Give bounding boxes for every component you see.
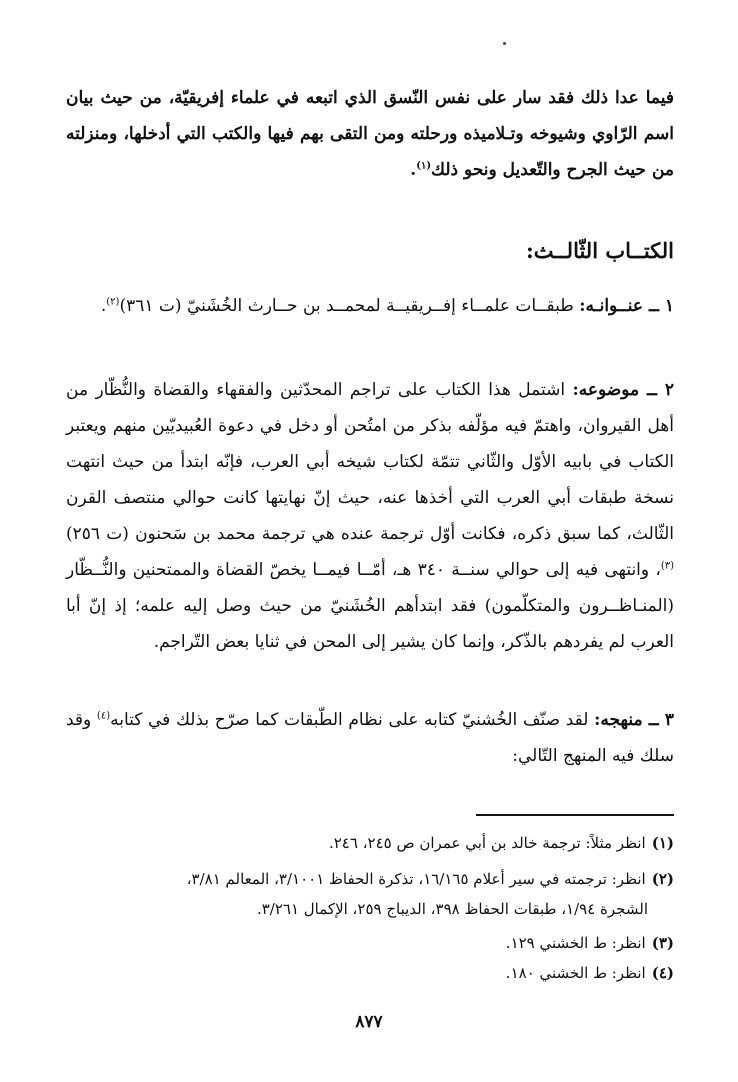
footnote-text: انظر: ترجمته في سير أعلام ١٦/١٦٥، تذكرة الحفاظ ٣/١٠٠١، المعالم ٣/٨١، bbox=[186, 870, 646, 888]
footnote-number: (١) bbox=[651, 834, 674, 852]
section-heading: الكتــاب الثّالــث: bbox=[526, 238, 674, 263]
footnote-ref-3: (٣) bbox=[660, 560, 674, 572]
item-subject-paragraph bbox=[66, 372, 674, 660]
ink-speck bbox=[503, 42, 506, 45]
intro-end: . bbox=[410, 160, 417, 180]
footnote-text: انظر: ط الخشني ١٢٩. bbox=[505, 934, 646, 952]
footnote-ref-4: (٤) bbox=[96, 710, 111, 722]
footnote-ref-2: (٢) bbox=[106, 296, 120, 308]
footnote-text: انظر: ط الخشني ١٨٠. bbox=[505, 964, 646, 982]
page-number: ٨٧٧ bbox=[355, 1012, 383, 1032]
footnote-2 bbox=[66, 864, 674, 924]
item1-label: ١ ــ عنــوانـه: bbox=[579, 296, 674, 316]
footnote-number: (٢) bbox=[651, 870, 674, 888]
item2-text-a: اشتمل هذا الكتاب على تراجم المحدّثين والفقهاء والقضاة والنُّظّار من أهل القيروان، واهتمّ فيه مؤلّفه بذكر من امتُحن أو دخل في دعوة العُبيديّين منهم ويعتبر الكتاب في بابيه الأوّل والثّاني تتمّة لكتاب شيخه أبي العرب، فإنّه ابتدأ من حيث انتهت نسخة طبقات أبي العرب التي أخذها عنه، حيث إنّ نهايتها كانت حوالي منتصف القرن الثّالث، كما سبق ذكره، فكانت أوّل ترجمة عنده هي ترجمة محمد بن سَحنون (ت ٢٥٦) bbox=[66, 380, 674, 544]
item3-text-a: لقد صنّف الخُشنيّ كتابه على نظام الطّبقات كما صرّح بذلك في كتابه bbox=[110, 710, 589, 730]
item3-text-b: وقد سلك فيه المنهج التّالي: bbox=[66, 710, 674, 766]
footnote-number: (٤) bbox=[651, 964, 674, 982]
item-title-paragraph bbox=[66, 288, 674, 324]
item3-label: ٣ ــ منهجه: bbox=[594, 710, 675, 730]
item2-text-b: ، وانتهى فيه إلى حوالي سنــة ٣٤٠ هـ، أمّــا فيمــا يخصّ القضاة والممتحنين والنُّــظّار (المنـاظــرون والمتكلّمون) فقد ابتدأهم الخُشَنيّ من حيث وصل إليه علمه؛ إذ إنّ أبا العرب لم يفردهم بالذّكر، وإنما كان يشير إلى المحن في ثنايا بعض التّراجم. bbox=[66, 560, 674, 652]
footnote-text-continued: الشجرة ١/٩٤، طبقات الحفاظ ٣٩٨، الديباج ٢٥٩، الإكمال ٣/٢٦١. bbox=[256, 900, 648, 918]
intro-text: فيما عدا ذلك فقد سار على نفس النّسق الذي اتبعه في علماء إفريقيّة، من حيث بيان اسم الرّاوي وشيوخه وتـلاميذه ورحلته ومن التقى بهم فيها والكتب التي أدخلها، ومنزلته من حيث الجرح والتّعديل ونحو ذلك bbox=[66, 88, 674, 180]
footnote-text: انظر مثلاً: ترجمة خالد بن أبي عمران ص ٢٤٥، ٢٤٦. bbox=[328, 834, 646, 852]
footnote-number: (٣) bbox=[651, 934, 674, 952]
footnote-ref-1: (١) bbox=[416, 160, 432, 172]
item-method-paragraph bbox=[66, 702, 674, 774]
item1-text: طبقــات علمــاء إفــريقيــة لمحمــد بن حــارث الخُشَنيّ (ت ٣٦١) bbox=[119, 296, 574, 316]
footnote-divider bbox=[476, 814, 674, 816]
item2-label: ٢ ــ موضوعه: bbox=[572, 380, 675, 400]
item1-end: . bbox=[100, 296, 107, 316]
footnote-4 bbox=[66, 958, 674, 988]
intro-paragraph bbox=[66, 80, 674, 188]
footnote-3 bbox=[66, 928, 674, 958]
footnote-1 bbox=[66, 828, 674, 858]
